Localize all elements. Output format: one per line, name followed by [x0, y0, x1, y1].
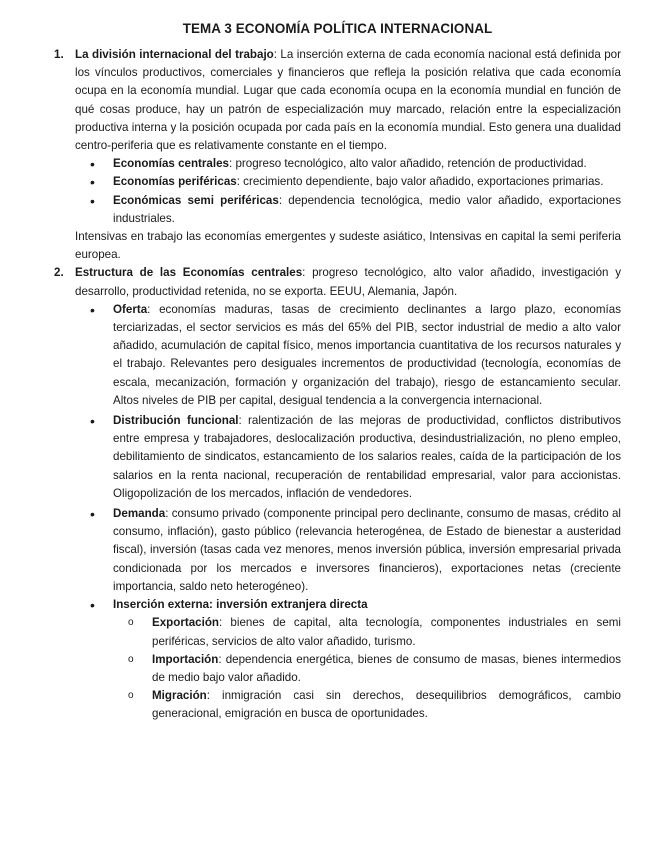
insertion-heading: Inserción externa: inversión extranjera directa — [113, 598, 368, 612]
item-text: : progreso tecnológico, alto valor añadido, retención de productividad. — [229, 157, 587, 171]
bullet-icon: • — [90, 174, 95, 191]
section-heading: Estructura de las Economías centrales — [75, 266, 303, 280]
item-text: : bienes de capital, alta tecnología, componentes industriales en semi periféricas, servicios de alto valor añadido, turismo. — [152, 616, 621, 648]
item-term: Economías periféricas — [113, 175, 237, 189]
section-number: 1. — [54, 48, 64, 61]
bullet-icon: • — [90, 597, 95, 614]
item-term: Migración — [152, 689, 207, 703]
page-title: TEMA 3 ECONOMÍA POLÍTICA INTERNACIONAL — [182, 21, 493, 36]
item-term: Exportación — [152, 616, 219, 630]
list-item — [90, 412, 621, 503]
bullet-icon: • — [90, 156, 95, 173]
bullet-list — [75, 301, 621, 724]
list-item — [90, 505, 621, 596]
section-text: : La inserción externa de cada economía nacional está definida por los vínculos productivos, comerciales y financieros que refleja la posición relativa que cada economía ocupa en la economía mundial. Lugar que cada economía ocupa en la economía mundial en función de qué cosas produce, hay un patrón de especialización muy marcado, relación entre la especialización productiva interna y la posición ocupada por cada país en la economía mundial. Esto genera una dualidad centro-periferia que es relativamente constante en el tiempo. — [75, 48, 621, 153]
bullet-icon: • — [90, 413, 95, 430]
section-1-intro — [75, 46, 621, 155]
circle-bullet-icon: o — [128, 617, 134, 629]
list-item — [90, 596, 621, 723]
section-number: 2. — [54, 266, 64, 280]
circle-bullet-icon: o — [128, 690, 134, 702]
bullet-icon: • — [90, 506, 95, 523]
section-heading: La división internacional del trabajo — [75, 48, 274, 61]
item-term: Importación — [152, 652, 219, 666]
item-term: Distribución funcional — [113, 414, 239, 428]
item-term: Económicas semi periféricas — [113, 193, 279, 207]
circle-bullet-icon: o — [128, 653, 134, 665]
section-2-intro — [75, 264, 621, 300]
section-1-closing: Intensivas en trabajo las economías emergentes y sudeste asiático, Intensivas en capital la semi periferia europea. — [75, 230, 621, 262]
list-item — [90, 301, 621, 410]
sub-list-item — [128, 614, 621, 650]
bullet-icon: • — [90, 301, 95, 318]
section-1 — [54, 46, 621, 228]
list-item — [90, 173, 621, 191]
sub-list — [113, 614, 621, 723]
item-text: : economías maduras, tasas de crecimiento declinantes a largo plazo, economías terciarizadas, el sector servicios es más del 65% del PIB, sector industrial de medio a alto valor añadido, acumulación de capital físico, menos importancia cuantitativa de los recursos naturales y el trabajo. Relevantes pero desiguales incrementos de productividad (tecnología, economías de escala, mecanización, formación y organización del trabajo), riesgo de estancamiento secular. Altos niveles de PIB per capital, desigual tendencia a la convergencia internacional. — [113, 302, 621, 407]
section-2 — [54, 264, 621, 723]
section-text: : progreso tecnológico, alto valor añadido, investigación y desarrollo, productividad retenida, no se exporta. EEUU, Alemania, Japón. — [75, 266, 621, 298]
sub-list-item — [128, 687, 621, 723]
item-text: : ralentización de las mejoras de productividad, conflictos distributivos entre empresa y trabajadores, deslocalización productiva, desindustrialización, no pleno empleo, debilitamiento de sindicatos, estancamiento de los salarios reales, caída de la participación de los salarios en la renta nacional, recuperación de rentabilidad empresarial, valor para accionistas. Oligopolización de los mercados, inflación de vendedores. — [113, 414, 621, 500]
item-term: Oferta — [113, 302, 148, 316]
item-term: Demanda — [113, 507, 166, 521]
item-text: : crecimiento dependiente, bajo valor añadido, exportaciones primarias. — [236, 175, 604, 189]
item-text: : dependencia tecnológica, medio valor añadido, exportaciones industriales. — [113, 193, 621, 225]
list-item — [90, 192, 621, 228]
item-text: : inmigración casi sin derechos, desequilibrios demográficos, cambio generacional, emigración en busca de oportunidades. — [152, 689, 621, 721]
bullet-icon: • — [90, 192, 95, 209]
bullet-list — [75, 155, 621, 228]
item-text: : consumo privado (componente principal pero declinante, consumo de masas, crédito al consumo, inflación), gasto público (relevancia heterogénea, de Estado de bienestar a austeridad fiscal), inversión (tasas cada vez menores, menos inversión pública, inversión empresarial privada condicionada por los mercados e inversores financieros), exportaciones netas (creciente importancia, saldo neto heterogéneo). — [113, 507, 621, 593]
sub-list-item — [128, 651, 621, 687]
item-text: : dependencia energética, bienes de consumo de masas, bienes intermedios de medio bajo valor añadido. — [152, 652, 621, 684]
item-term: Economías centrales — [113, 157, 229, 171]
list-item — [90, 155, 621, 173]
